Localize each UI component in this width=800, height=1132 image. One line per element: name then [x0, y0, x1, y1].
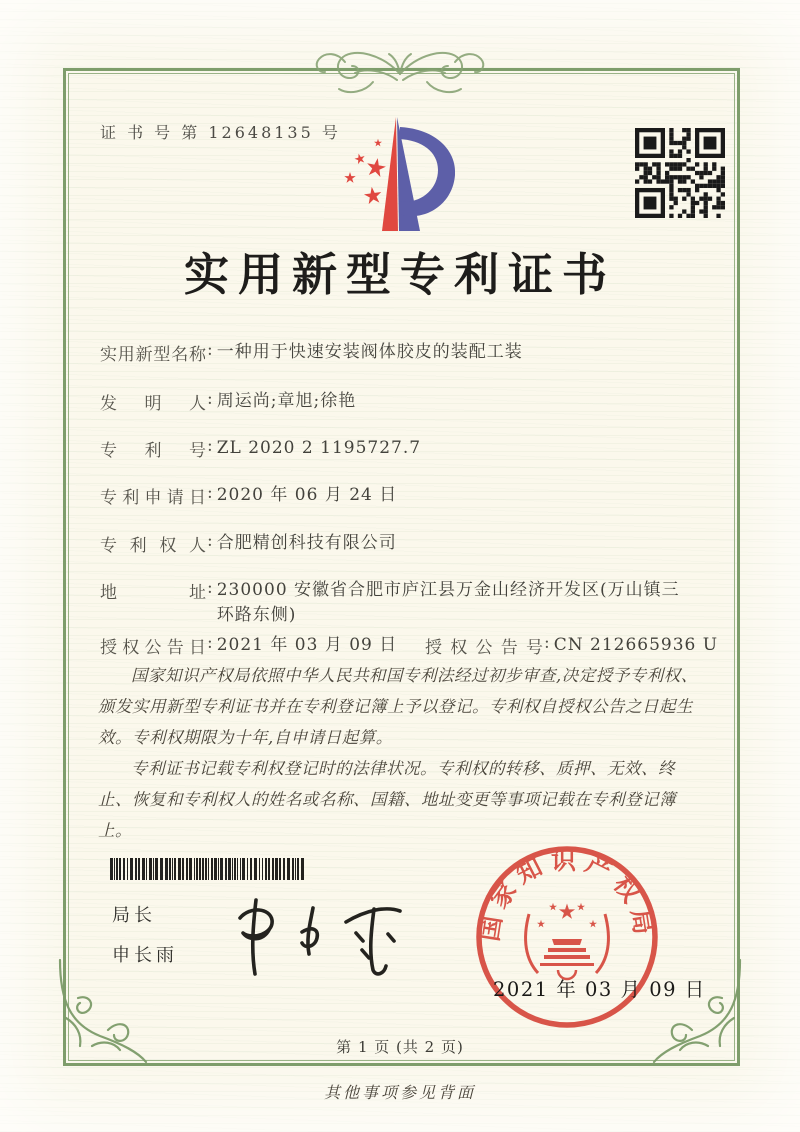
qr-code-icon: [635, 128, 725, 218]
signer-title: 局长: [112, 905, 156, 926]
field-label: 专利号: [100, 441, 206, 461]
field-value: 合肥精创科技有限公司: [216, 533, 397, 553]
cnipa-logo-icon: [333, 112, 471, 238]
field-label: 发明人: [100, 394, 206, 414]
field-label: 专利申请日: [100, 488, 206, 508]
field-value: 周运尚;章旭;徐艳: [216, 391, 357, 411]
field-colon: :: [207, 578, 213, 598]
field-colon: :: [207, 340, 213, 360]
field-colon: :: [207, 483, 213, 503]
field-label: 专利权人: [100, 536, 206, 556]
page-number: 第 1 页 (共 2 页): [336, 1038, 464, 1056]
svg-text:国家知识产权局: [475, 846, 660, 943]
field-colon: :: [207, 389, 213, 409]
field-row-patentee: [100, 531, 697, 556]
official-seal-icon: [472, 842, 662, 1032]
field-grant-number: [425, 633, 724, 658]
field-row-utility-model-name: [100, 340, 697, 365]
field-colon: :: [207, 531, 213, 551]
field-colon: :: [544, 633, 550, 653]
legal-text-block: [98, 660, 704, 846]
field-label: 地址: [100, 583, 206, 603]
field-row-address: [100, 578, 697, 628]
signature-handwriting-icon: [218, 878, 423, 988]
field-value: 230000 安徽省合肥市庐江县万金山经济开发区(万山镇三环路东侧): [216, 580, 680, 625]
barcode-icon: [110, 858, 310, 880]
bottom-left-flourish-icon: [56, 958, 148, 1064]
field-row-filing-date: [100, 483, 697, 508]
signer-name: 申长雨: [112, 945, 178, 966]
field-row-inventors: [100, 389, 697, 414]
certificate-number: 证 书 号 第 12648135 号: [100, 123, 341, 142]
field-colon: :: [207, 436, 213, 456]
field-row-grant-date: [100, 633, 719, 658]
certificate-title: 实用新型专利证书: [183, 248, 616, 301]
footer-note: 其他事项参见背面: [323, 1083, 476, 1102]
field-label: 授权公告日: [100, 638, 206, 658]
legal-paragraph-1: 国家知识产权局依照中华人民共和国专利法经过初步审查,决定授予专利权、颁发实用新型专利证书并在专利登记簿上予以登记。专利权自授权公告之日起生效。专利权期限为十年,自申请日起算。: [98, 666, 698, 747]
field-value: 2021 年 03 月 09 日: [216, 635, 398, 655]
field-value: 一种用于快速安装阀体胶皮的装配工装: [216, 342, 523, 362]
field-label: 实用新型名称: [100, 345, 206, 365]
field-value: CN 212665936 U: [553, 635, 719, 655]
field-row-patent-number: [100, 436, 697, 461]
seal-text: 国家知识产权局: [474, 845, 660, 944]
field-value: ZL 2020 2 1195727.7: [216, 438, 422, 458]
field-value: 2020 年 06 月 24 日: [216, 485, 398, 505]
top-scroll-ornament-icon: [285, 42, 515, 98]
seal-date: 2021 年 03 月 09 日: [493, 978, 706, 1001]
field-colon: :: [207, 633, 213, 653]
field-label: 授权公告号: [425, 638, 543, 658]
legal-paragraph-2: 专利证书记载专利权登记时的法律状况。专利权的转移、质押、无效、终止、恢复和专利权人的姓名或名称、国籍、地址变更等事项记载在专利登记簿上。: [98, 759, 676, 840]
